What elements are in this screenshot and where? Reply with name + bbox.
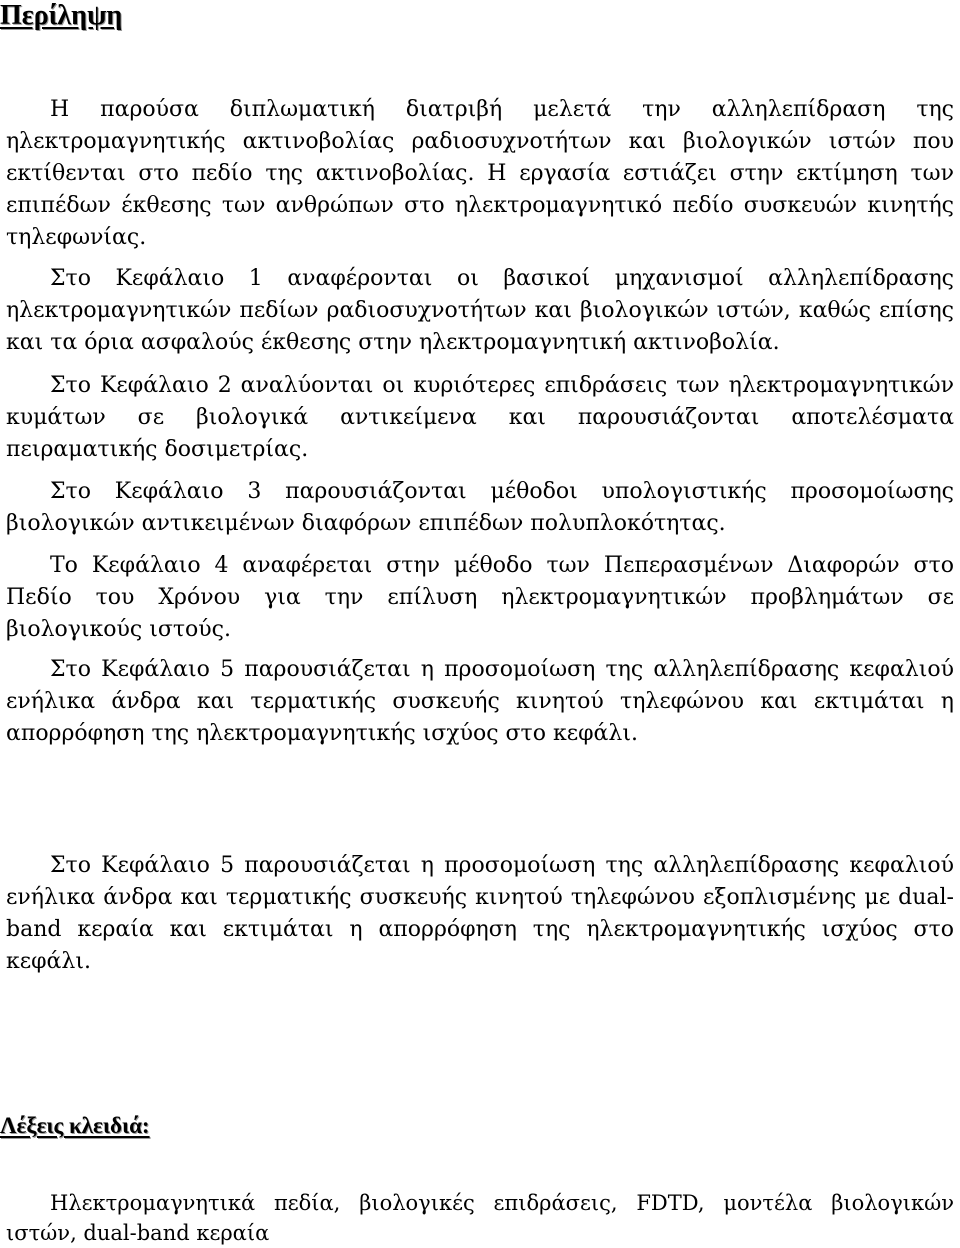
abstract-paragraph-chapter-5: Στο Κεφάλαιο 5 παρουσιάζεται η προσομοίωση της αλληλεπίδρασης κεφαλιού ενήλικα άνδρα και τερματικής συσκευής κινητού τηλεφώνου και εκτιμάται η απορρόφηση της ηλεκτρομαγνητικής ισχύος στο κεφάλι.	[6, 657, 954, 746]
abstract-paragraph-chapter-1: Στο Κεφάλαιο 1 αναφέρονται οι βασικοί μηχανισμοί αλληλεπίδρασης ηλεκτρομαγνητικών πεδίων ραδιοσυχνοτήτων και βιολογικών ιστών, καθώς επίσης και τα όρια ασφαλούς έκθεσης στην ηλεκτρομαγνητική ακτινοβολία.	[6, 266, 954, 355]
abstract-paragraph-chapter-3: Στο Κεφάλαιο 3 παρουσιάζονται μέθοδοι υπολογιστικής προσομοίωσης βιολογικών αντικειμένων διαφόρων επιπέδων πολυπλοκότητας.	[6, 479, 954, 536]
keywords-heading: Λέξεις κλειδιά:	[0, 1113, 150, 1138]
abstract-paragraph-chapter-2: Στο Κεφάλαιο 2 αναλύονται οι κυριότερες επιδράσεις των ηλεκτρομαγνητικών κυμάτων σε βιολογικά αντικείμενα και παρουσιάζονται αποτελέσματα πειραματικής δοσιμετρίας.	[6, 373, 954, 462]
abstract-paragraph-intro: Η παρούσα διπλωματική διατριβή μελετά την αλληλεπίδραση της ηλεκτρομαγνητικής ακτινοβολίας ραδιοσυχνοτήτων και βιολογικών ιστών που εκτίθενται στο πεδίο της ακτινοβολίας. Η εργασία εστιάζει στην εκτίμηση των επιπέδων έκθεσης των ανθρώπων στο ηλεκτρομαγνητικό πεδίο συσκευών κινητής τηλεφωνίας.	[6, 97, 954, 250]
page-title: Περίληψη	[0, 0, 123, 31]
keywords-text: Ηλεκτρομαγνητικά πεδία, βιολογικές επιδράσεις, FDTD, μοντέλα βιολογικών ιστών, dual-band κεραία	[6, 1191, 954, 1245]
abstract-paragraph-chapter-5-dual-band: Στο Κεφάλαιο 5 παρουσιάζεται η προσομοίωση της αλληλεπίδρασης κεφαλιού ενήλικα άνδρα και τερματικής συσκευής κινητού τηλεφώνου εξοπλισμένης με dual-band κεραία και εκτιμάται η απορρόφηση της ηλεκτρομαγνητικής ισχύος στο κεφάλι.	[6, 853, 954, 974]
abstract-paragraph-chapter-4: Το Κεφάλαιο 4 αναφέρεται στην μέθοδο των Πεπερασμένων Διαφορών στο Πεδίο του Χρόνου για την επίλυση ηλεκτρομαγνητικών προβλημάτων σε βιολογικούς ιστούς.	[6, 553, 954, 642]
